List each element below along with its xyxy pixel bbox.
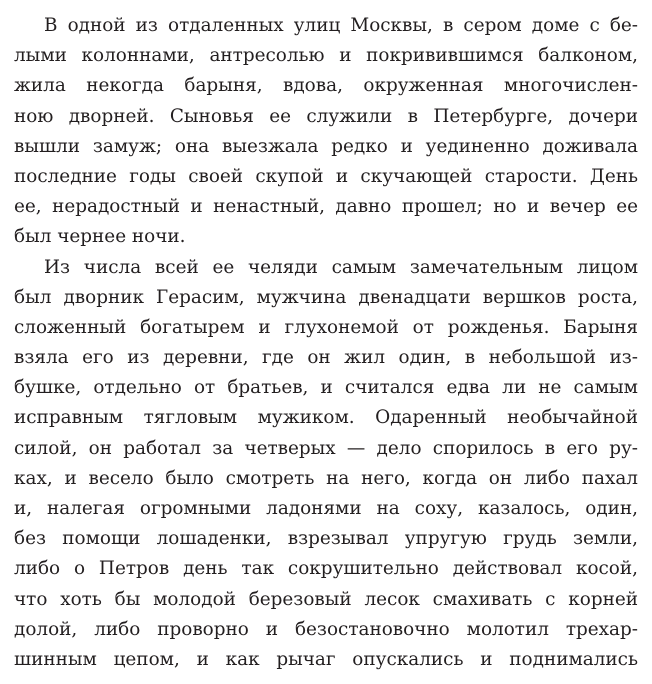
text-line: был дворник Герасим, мужчина двенадцати вершков роста, xyxy=(14,286,638,308)
text-line: бушке, отдельно от братьев, и считался едва ли не самым xyxy=(14,377,638,399)
text-line: долой, либо проворно и безостановочно молотил трехар- xyxy=(14,618,638,640)
text-line: вышли замуж; она выезжала редко и уединенно доживала xyxy=(14,135,638,157)
text-line: либо о Петров день так сокрушительно действовал косой, xyxy=(14,558,638,580)
text-line: ною дворней. Сыновья ее служили в Петербурге, дочери xyxy=(14,105,638,127)
paragraph-2 xyxy=(14,253,638,676)
text-line: последние годы своей скупой и скучающей старости. День xyxy=(14,165,638,187)
text-line: шинным цепом, и как рычаг опускались и поднимались xyxy=(14,648,638,670)
text-line: ее, нерадостный и ненастный, давно прошел; но и вечер ее xyxy=(14,196,638,218)
text-line: и, налегая огромными ладонями на соху, казалось, один, xyxy=(14,498,638,519)
text-line: В одной из отдаленных улиц Москвы, в сером доме с бе- xyxy=(44,15,638,36)
paragraph-1 xyxy=(14,11,638,253)
text-line: лыми колоннами, антресолью и покривившимся балконом, xyxy=(14,45,638,67)
text-line: Из числа всей ее челяди самым замечательным лицом xyxy=(44,256,638,278)
text-line: без помощи лошаденки, взрезывал упругую грудь земли, xyxy=(14,528,638,550)
text-line: был чернее ночи. xyxy=(14,226,186,248)
text-line: исправным тягловым мужиком. Одаренный необычайной xyxy=(14,407,638,429)
text-line: что хоть бы молодой березовый лесок смахивать с корней xyxy=(14,588,638,610)
body-text xyxy=(14,11,638,675)
text-line: взяла его из деревни, где он жил один, в небольшой из- xyxy=(14,347,638,369)
text-line: жила некогда барыня, вдова, окруженная многочислен- xyxy=(14,75,638,97)
text-line: ках, и весело было смотреть на него, когда он либо пахал xyxy=(14,467,638,489)
text-line: силой, он работал за четверых — дело спорилось в его ру- xyxy=(14,437,638,459)
text-line: сложенный богатырем и глухонемой от рожденья. Барыня xyxy=(14,316,638,338)
